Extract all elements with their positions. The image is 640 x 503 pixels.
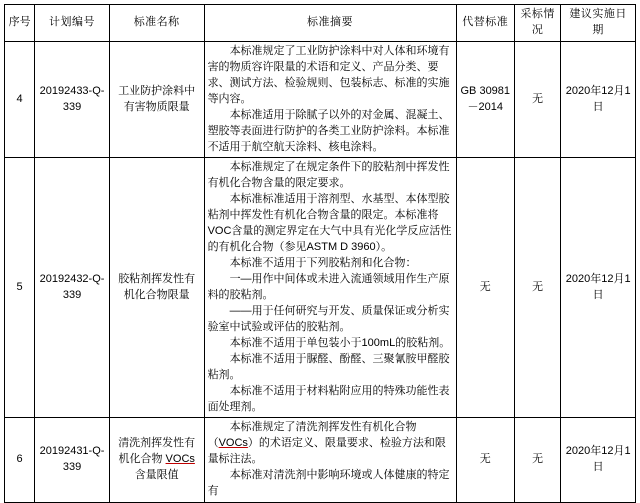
cell-substitute-standard: 无 (456, 158, 514, 418)
abstract-paragraph: 本标准适用于除腻子以外的对金属、混凝土、塑胶等表面进行防护的各类工业防护涂料。本标准不适用于航空航天涂料、核电涂料。 (207, 108, 450, 153)
abstract-paragraph: 本标准对清洗剂中影响环境或人体健康的特定有 (207, 469, 450, 498)
standards-table (4, 4, 636, 503)
abstract-vocs: VOCs (218, 437, 248, 450)
abstract-paragraph: 本标准不适用于材料粘附应用的特殊功能性表面处理剂。 (207, 384, 450, 413)
abstract-paragraph: ——用于任何研究与开发、质量保证或分析实验室中试验或评估的胶粘剂。 (207, 304, 450, 333)
column-header-suggested-date: 建议实施日期 (561, 5, 636, 42)
cell-no: 5 (5, 158, 35, 418)
column-header-substitute-standard: 代替标准 (456, 5, 514, 42)
cell-suggested-date: 2020年12月1日 (561, 41, 636, 158)
cell-adoption-status: 无 (515, 418, 561, 503)
table-header-row (5, 5, 636, 42)
abstract-paragraph: 本标准标准适用于溶剂型、水基型、本体型胶粘剂中挥发性有机化合物含量的限定。本标准将VOC含量的测定界定在大气中具有光化学反应活性的有机化合物（参见ASTM D 3960）。 (207, 193, 452, 254)
standard-name-suffix: 含量限值 (134, 469, 179, 482)
cell-substitute-standard: GB 30981－2014 (456, 41, 514, 158)
abstract-paragraph: 本标准不适用于脲醛、酚醛、三聚氰胺甲醛胶粘剂。 (207, 352, 450, 381)
column-header-plan-number: 计划编号 (35, 5, 110, 42)
abstract-prefix: 本标准规定了清洗剂挥发性有机化合物（ (207, 421, 417, 450)
table-row (5, 158, 636, 418)
cell-standard-name: 工业防护涂料中有害物质限量 (109, 41, 204, 158)
column-header-standard-name: 标准名称 (109, 5, 204, 42)
cell-adoption-status: 无 (515, 41, 561, 158)
table-body (5, 41, 636, 502)
cell-plan-number: 20192432-Q-339 (35, 158, 110, 418)
cell-plan-number: 20192433-Q-339 (35, 41, 110, 158)
cell-suggested-date: 2020年12月1日 (561, 418, 636, 503)
cell-no: 6 (5, 418, 35, 503)
cell-substitute-standard: 无 (456, 418, 514, 503)
cell-standard-abstract (204, 158, 456, 418)
cell-adoption-status: 无 (515, 158, 561, 418)
table-row (5, 41, 636, 158)
abstract-paragraph (208, 420, 453, 468)
column-header-no: 序号 (5, 5, 35, 42)
cell-standard-abstract (204, 418, 456, 503)
cell-standard-name: 胶粘剂挥发性有机化合物限量 (109, 158, 204, 418)
table-header (5, 5, 636, 42)
cell-suggested-date: 2020年12月1日 (561, 158, 636, 418)
abstract-paragraph: 本标准不适用于单包装小于100mL的胶粘剂。 (229, 336, 451, 349)
cell-standard-name (109, 418, 204, 503)
abstract-paragraph: 本标准规定了工业防护涂料中对人体和环境有害的物质容许限量的术语和定义、产品分类、要求、测试方法、检验规则、包装标志、标准的实施等内容。 (207, 44, 450, 105)
cell-plan-number: 20192431-Q-339 (35, 418, 110, 503)
abstract-paragraph: 本标准不适用于下列胶粘剂和化合物： (229, 257, 417, 270)
standard-name-prefix: 清洗剂挥发性有机化合物 (118, 437, 196, 466)
cell-no: 4 (5, 41, 35, 158)
abstract-paragraph: 一—用作中间体或未进入流通领域用作生产原料的胶粘剂。 (207, 273, 450, 301)
cell-standard-abstract (204, 41, 456, 158)
table-row (5, 418, 636, 503)
abstract-suffix: ）的术语定义、限量要求、检验方法和限量标注法。 (207, 437, 446, 466)
column-header-standard-abstract: 标准摘要 (204, 5, 456, 42)
abstract-paragraph: 本标准规定了在规定条件下的胶粘剂中挥发性有机化合物含量的限定要求。 (207, 161, 450, 190)
column-header-adoption-status: 采标情况 (515, 5, 561, 42)
standard-name-vocs: VOCs (165, 453, 195, 466)
